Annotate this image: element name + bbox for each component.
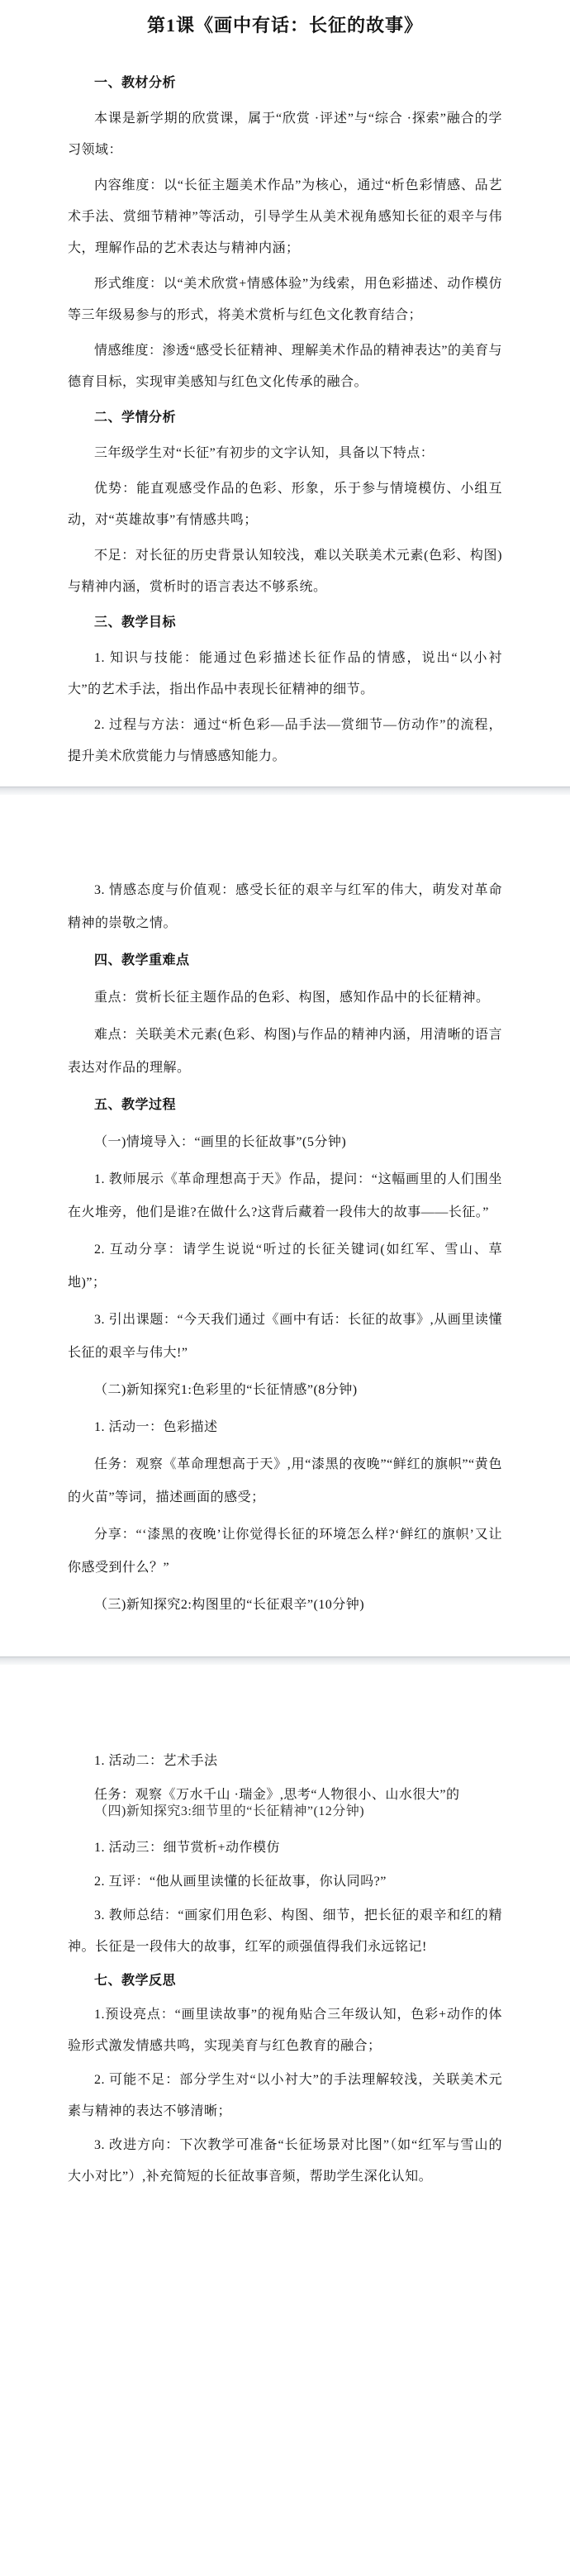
paragraph: （三)新知探究2:构图里的“长征艰辛”(10分钟) — [94, 1598, 365, 1612]
page-break-divider — [0, 1656, 570, 1665]
paragraph: 2. 可能不足：部分学生对“以小衬大”的手法理解较浅，关联美术元素与精神的表达不够清晰； — [68, 2073, 502, 2118]
section-heading: 一、教材分析 — [94, 76, 177, 90]
paragraph: 情感维度：渗透“感受长征精神、理解美术作品的精神表达”的美育与德育目标，实现审美感知与红色文化传承的融合。 — [68, 344, 502, 389]
paragraph: 形式维度：以“美术欣赏+情感体验”为线索，用色彩描述、动作模仿等三年级易参与的形式，将美术赏析与红色文化教育结合； — [68, 277, 502, 322]
paragraph: 3. 改进方向：下次教学可准备“长征场景对比图”（如“红军与雪山的大小对比”）,补充简短的长征故事音频，帮助学生深化认知。 — [68, 2138, 502, 2184]
paragraph: 分享：“‘漆黑的夜晚’让你觉得长征的环境怎么样?‘鲜红的旗帜’又让你感受到什么？” — [68, 1528, 502, 1575]
paragraph: 本课是新学期的欣赏课，属于“欣赏 ·评述”与“综合 ·探索”融合的学习领域： — [68, 112, 502, 157]
paragraph: 3. 引出课题：“今天我们通过《画中有话：长征的故事》,从画里读懂长征的艰辛与伟大!” — [68, 1313, 502, 1360]
document-page-1 — [0, 0, 570, 787]
paragraph: 三年级学生对“长征”有初步的文字认知，具备以下特点： — [94, 446, 435, 460]
clipped-line-text: （四)新知探究3:细节里的“长征精神”(12分钟) — [94, 1804, 365, 1818]
document-title: 第1课《画中有话：长征的故事》 — [146, 15, 423, 36]
section-heading: 七、教学反思 — [94, 1974, 177, 1988]
paragraph: 1. 活动三：细节赏析+动作模仿 — [94, 1841, 281, 1855]
clipped-line — [68, 1804, 502, 1827]
paragraph: 1. 教师展示《革命理想高于天》作品，提问：“这幅画里的人们围坐在火堆旁，他们是谁?在做什么?这背后藏着一段伟大的故事——长征。” — [68, 1172, 502, 1219]
paragraph: （二)新知探究1:色彩里的“长征情感”(8分钟) — [94, 1383, 358, 1397]
paragraph: （一)情境导入：“画里的长征故事”(5分钟) — [94, 1135, 347, 1149]
paragraph: 1.预设亮点：“画里读故事”的视角贴合三年级认知，色彩+动作的体验形式激发情感共鸣，实现美育与红色教育的融合； — [68, 2008, 502, 2053]
paragraph: 1. 知识与技能：能通过色彩描述长征作品的情感，说出“以小衬大”的艺术手法，指出作品中表现长征精神的细节。 — [68, 651, 502, 696]
paragraph: 2. 互评：“他从画里读懂的长征故事，你认同吗?” — [94, 1875, 387, 1889]
paragraph: 不足：对长征的历史背景认知较浅，难以关联美术元素(色彩、构图)与精神内涵，赏析时的语言表达不够系统。 — [68, 549, 502, 594]
paragraph: 2. 互动分享：请学生说说“听过的长征关键词(如红军、雪山、草地)”； — [68, 1243, 502, 1290]
paragraph: 3. 情感态度与价值观：感受长征的艰辛与红军的伟大，萌发对革命精神的崇敬之情。 — [68, 883, 502, 930]
section-heading: 二、学情分析 — [94, 411, 177, 425]
paragraph: 1. 活动一：色彩描述 — [94, 1420, 218, 1434]
paragraph: 1. 活动二：艺术手法 — [94, 1754, 218, 1768]
paragraph: 优势：能直观感受作品的色彩、形象，乐于参与情境模仿、小组互动，对“英雄故事”有情感共鸣； — [68, 482, 502, 527]
paragraph: 2. 过程与方法：通过“析色彩—品手法—赏细节—仿动作”的流程，提升美术欣赏能力与情感感知能力。 — [68, 718, 502, 763]
section-heading: 三、教学目标 — [94, 615, 177, 630]
paragraph: 3. 教师总结：“画家们用色彩、构图、细节，把长征的艰辛和红的精神。长征是一段伟大的故事，红军的顽强值得我们永远铭记! — [68, 1908, 502, 1954]
paragraph: 任务：观察《万水千山 ·瑞金》,思考“人物很小、山水很大”的 — [94, 1788, 460, 1802]
section-heading: 四、教学重难点 — [94, 953, 190, 967]
paragraph: 重点：赏析长征主题作品的色彩、构图，感知作品中的长征精神。 — [94, 991, 490, 1005]
paragraph: 内容维度：以“长征主题美术作品”为核心，通过“析色彩情感、品艺术手法、赏细节精神”等活动，引导学生从美术视角感知长征的艰辛与伟大，理解作品的艺术表达与精神内涵； — [68, 178, 502, 255]
page-break-divider — [0, 787, 570, 795]
section-heading: 五、教学过程 — [94, 1098, 177, 1112]
document-page-2 — [0, 795, 570, 1656]
paragraph: 难点：关联美术元素(色彩、构图)与作品的精神内涵，用清晰的语言表达对作品的理解。 — [68, 1028, 502, 1075]
paragraph: 任务：观察《革命理想高于天》,用“漆黑的夜晚”“鲜红的旗帜”“黄色的火苗”等词，描述画面的感受； — [68, 1457, 502, 1504]
document-page-3 — [0, 1665, 570, 2576]
